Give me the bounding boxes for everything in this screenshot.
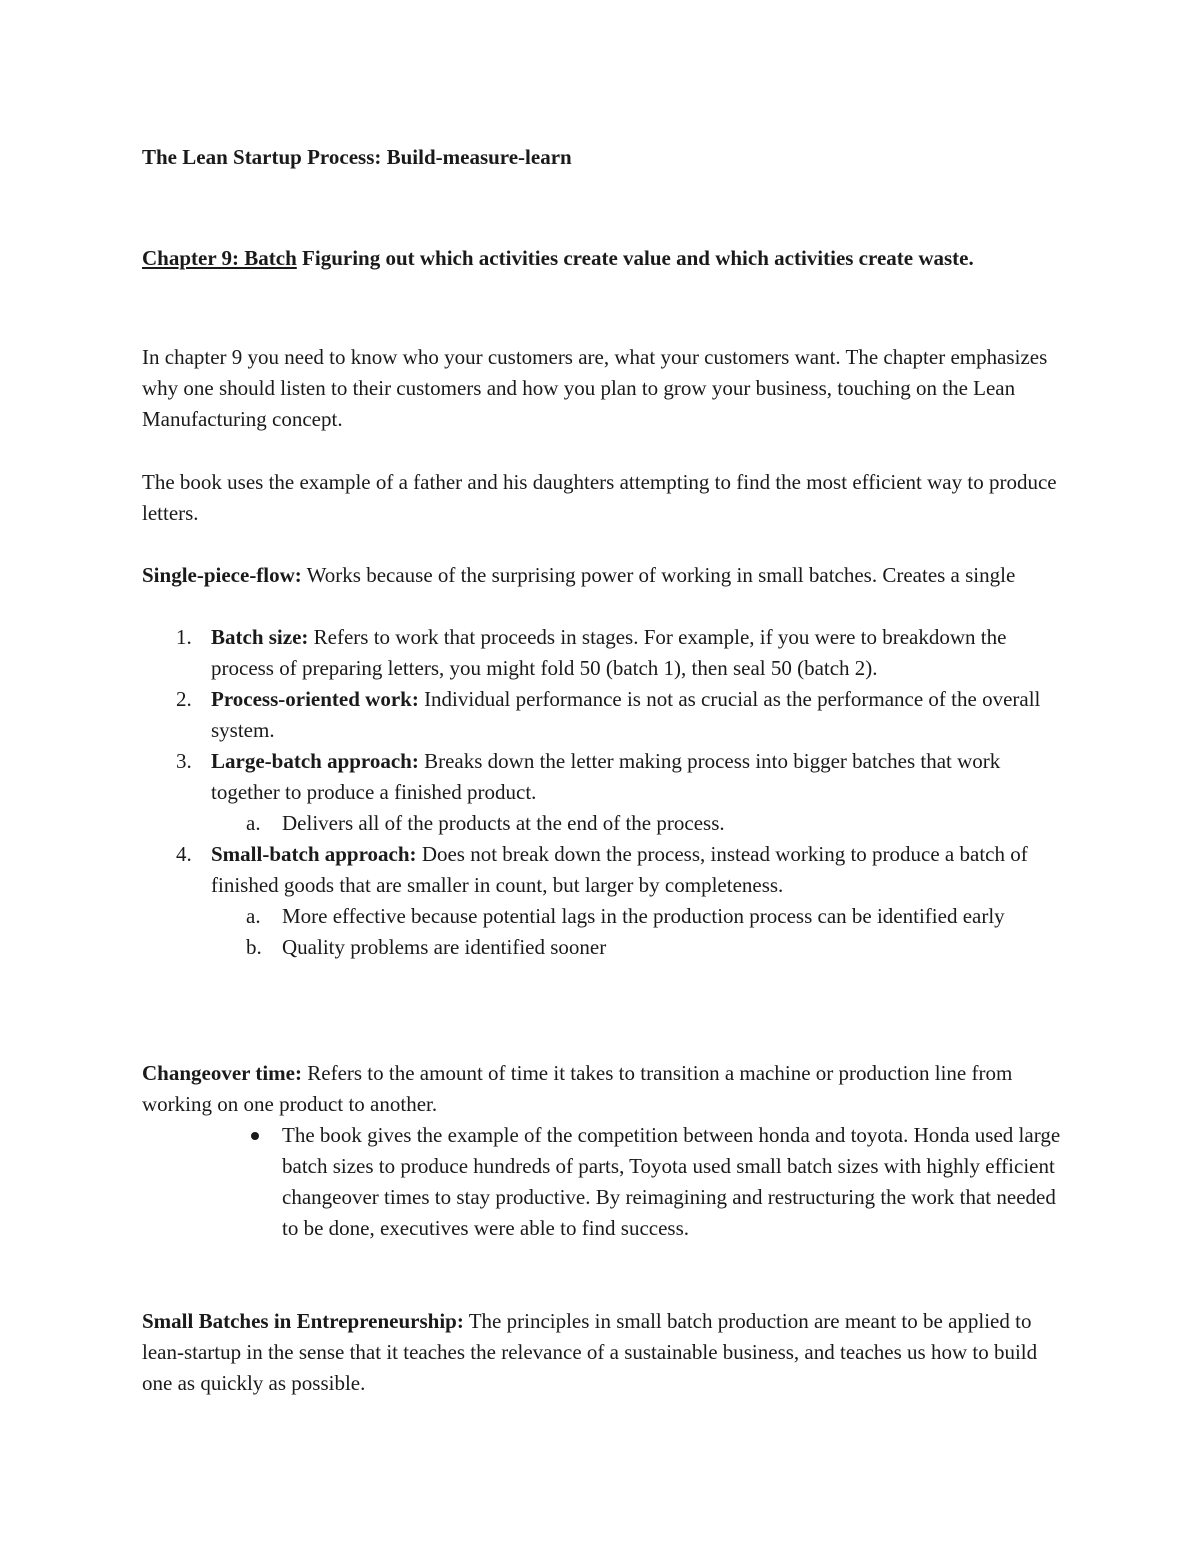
list-number: 3. xyxy=(176,749,192,773)
changeover-term: Changeover time: xyxy=(142,1061,302,1085)
chapter-label: Chapter 9: Batch xyxy=(142,246,297,270)
chapter-heading xyxy=(142,242,1062,274)
numbered-list xyxy=(142,622,1067,963)
single-piece-flow-paragraph xyxy=(142,560,1067,591)
list-item-text: Does not break down the process, instead working to produce a batch of finished goods that are smaller in count, but larger by completeness. xyxy=(211,842,1028,897)
list-item-process-oriented-work xyxy=(142,684,1067,746)
list-item-text: Breaks down the letter making process into bigger batches that work together to produce a finished product. xyxy=(211,749,1001,804)
sub-list-text: Quality problems are identified sooner xyxy=(282,935,607,959)
document-title: The Lean Startup Process: Build-measure-learn xyxy=(142,145,572,169)
sub-list xyxy=(211,808,1067,839)
bullet-text: The book gives the example of the competition between honda and toyota. Honda used large batch sizes to produce hundreds of parts, Toyota used small batch sizes with highly efficient changeover times to stay productive. By reimagining and restructuring the work that needed to be done, executives were able to find success. xyxy=(282,1123,1061,1240)
single-piece-flow-term: Single-piece-flow: xyxy=(142,563,302,587)
example-paragraph: The book uses the example of a father and his daughters attempting to find the most efficient way to produce letters. xyxy=(142,470,1057,525)
chapter-heading-text: Figuring out which activities create value and which activities create waste. xyxy=(296,246,974,270)
intro-paragraph: In chapter 9 you need to know who your customers are, what your customers want. The chapter emphasizes why one should listen to their customers and how you plan to grow your business, touching on the Lean Manufacturing concept. xyxy=(142,345,1048,431)
list-number: 2. xyxy=(176,687,192,711)
list-item-small-batch-approach xyxy=(142,839,1067,963)
list-item-term: Batch size: xyxy=(211,625,309,649)
bullet-icon xyxy=(251,1132,259,1140)
sub-list-item xyxy=(211,808,1067,839)
changeover-paragraph xyxy=(142,1058,1067,1120)
sub-list-text: More effective because potential lags in the production process can be identified early xyxy=(282,904,1005,928)
sub-list-item xyxy=(211,901,1067,932)
list-item-large-batch-approach xyxy=(142,746,1067,839)
bullet-list xyxy=(282,1120,1072,1244)
list-item-text: Refers to work that proceeds in stages. For example, if you were to breakdown the process of preparing letters, you might fold 50 (batch 1), then seal 50 (batch 2). xyxy=(211,625,1007,680)
sub-list-letter: a. xyxy=(246,811,261,835)
sub-list-text: Delivers all of the products at the end of the process. xyxy=(282,811,725,835)
small-batches-paragraph xyxy=(142,1306,1067,1399)
single-piece-flow-text: Works because of the surprising power of working in small batches. Creates a single xyxy=(301,563,1016,587)
small-batches-term: Small Batches in Entrepreneurship: xyxy=(142,1309,464,1333)
list-item-term: Process-oriented work: xyxy=(211,687,419,711)
list-number: 1. xyxy=(176,625,192,649)
sub-list-letter: a. xyxy=(246,904,261,928)
changeover-text: Refers to the amount of time it takes to transition a machine or production line from working on one product to another. xyxy=(142,1061,1013,1116)
sub-list xyxy=(211,901,1067,963)
list-item-batch-size xyxy=(142,622,1067,684)
list-item-text: Individual performance is not as crucial as the performance of the overall system. xyxy=(211,687,1041,742)
sub-list-item xyxy=(211,932,1067,963)
sub-list-letter: b. xyxy=(246,935,262,959)
list-item-term: Large-batch approach: xyxy=(211,749,419,773)
bullet-item xyxy=(282,1120,1072,1244)
small-batches-text: The principles in small batch production are meant to be applied to lean-startup in the sense that it teaches the relevance of a sustainable business, and teaches us how to build one as quickly as possible. xyxy=(142,1309,1038,1395)
list-item-term: Small-batch approach: xyxy=(211,842,417,866)
list-number: 4. xyxy=(176,842,192,866)
